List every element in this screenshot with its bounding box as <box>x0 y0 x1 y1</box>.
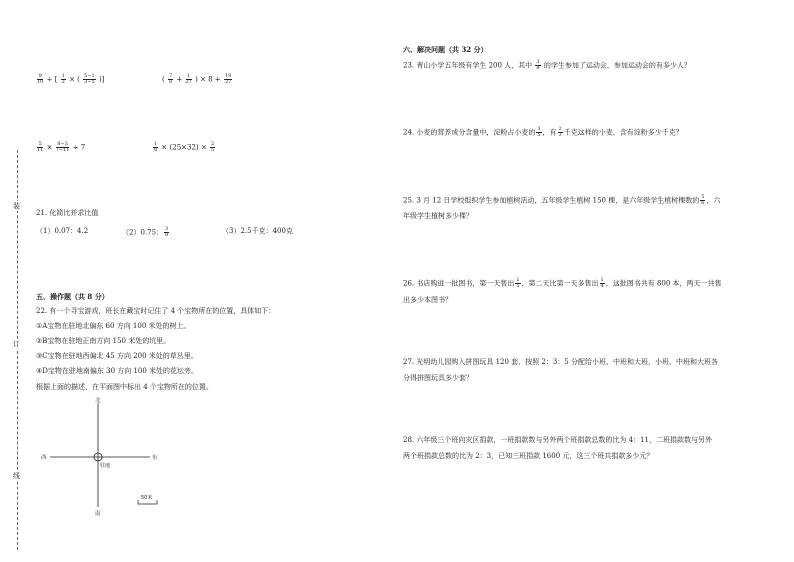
fraction: $\frac{5}{6}$ <box>701 194 705 206</box>
fraction: $\frac{8-3}{7-11}$ <box>55 141 70 153</box>
fraction: $\frac{3}{5}$ <box>537 126 541 138</box>
q22-line-2: ①A宝物在驻地北偏东 60 方向 100 米处的树上。 <box>36 322 191 330</box>
q28-line-2: 两个班捐款总数的比为 2：3，已知三班捐款 1600 元，这三个班共捐款多少元？ <box>403 452 654 460</box>
expr-3: $\frac{5}{11}$ × $\frac{8-3}{7-11}$ ÷ 7 <box>37 141 86 153</box>
q25-line-2: 年级学生植树多少棵？ <box>403 212 473 220</box>
q26-line-1: 26. 书店购进一批图书，第一天售出 $\frac{1}{5}$ ，第二天比第一天多售出 $\frac{1}{4}$ ，这批图书共有 800 本，两天一共售 <box>403 277 722 289</box>
expr-4: $\frac{1}{8}$ × (25×32) × $\frac{2}{5}$ <box>154 141 215 153</box>
fraction: $\frac{1}{5}$ <box>516 277 520 289</box>
fraction: $\frac{1}{2}$ <box>61 73 65 85</box>
q22-line-6: 根据上面的描述，在平面图中标出 4 个宝物所在的位置。 <box>36 383 213 391</box>
q22-line-1: 22. 有一个寻宝游戏，班长在藏宝时记住了 4 个宝物所在的位置，具体如下： <box>36 307 276 315</box>
q22-line-3: ②B宝物在驻地正南方向 150 米处的坑里。 <box>36 337 171 345</box>
fraction: $\frac{3}{8}$ <box>536 59 540 71</box>
binding-char-ding: 订 <box>13 340 20 348</box>
fraction: $\frac{19}{27}$ <box>224 73 232 85</box>
q27-line-1: 27. 光明幼儿园购入拼图玩具 120 套，按照 2：3：5 分配给小班、中班和大班，小班、中班和大班各 <box>403 358 718 366</box>
q22-line-4: ③C宝物在驻地西偏北 45 方向 200 米处的草丛里。 <box>36 352 198 360</box>
section-5-heading: 五、操作题（共 8 分） <box>36 292 109 301</box>
q21-item-3: （3）2.5千克：400克 <box>222 227 293 235</box>
q24: 24. 小麦的营养成分含量中，淀粉占小麦的 $\frac{3}{5}$ ，有 $\frac{2}{3}$ 千克这样的小麦，含有淀粉多少千克？ <box>403 126 683 138</box>
expr-1: $\frac{9}{10}$ ÷ [ $\frac{1}{2}$ × ( $\frac{5-1}{3-5}$ )] <box>37 73 105 85</box>
q21-item-1: （1）0.07：4.2 <box>36 227 89 235</box>
expr-2: ( $\frac{7}{8}$ + $\frac{1}{27}$ ) × 8 + $\frac{19}{27}$ <box>162 73 232 85</box>
q25-line-1: 25. 3 月 12 日学校组织学生参加植树活动，五年级学生植树 150 棵，是六年级学生植树棵数的 $\frac{5}{6}$ ，六 <box>403 194 721 206</box>
label-south: 南 <box>95 511 101 517</box>
q28-line-1: 28. 六年级三个班向灾区捐款，一班捐款数与另外两个班捐款总数的比为 4：11，二班捐款数与另外 <box>403 436 712 444</box>
label-west: 西 <box>41 455 47 461</box>
fraction: $\frac{1}{8}$ <box>154 141 158 153</box>
fraction: $\frac{7}{8}$ <box>168 73 173 85</box>
q22-line-5: ④D宝物在驻地南偏东 30 方向 100 米处的花坛旁。 <box>36 367 199 375</box>
q26-line-2: 出多少本图书？ <box>403 296 452 304</box>
label-north: 北 <box>95 398 101 404</box>
scale-label: 50米 <box>141 495 153 501</box>
section-6-heading: 六、解决问题（共 32 分） <box>403 45 488 54</box>
fraction: $\frac{1}{27}$ <box>185 73 192 85</box>
fraction: $\frac{5-1}{3-5}$ <box>84 73 95 85</box>
fraction: $\frac{2}{3}$ <box>558 126 562 138</box>
q23: 23. 青山小学五年级有学生 200 人，其中 $\frac{3}{8}$ 的学生参加了运动会，参加运动会的有多少人？ <box>403 59 691 71</box>
q21-item-2: （2）0.75： $\frac{3}{8}$ <box>122 226 169 238</box>
label-east: 东 <box>152 455 158 461</box>
binding-char-zhuang: 装 <box>13 202 20 210</box>
fraction: $\frac{5}{11}$ <box>37 141 44 153</box>
q27-line-2: 分得拼图玩具多少套？ <box>403 374 473 382</box>
fraction: $\frac{2}{5}$ <box>210 141 215 153</box>
compass-diagram <box>30 395 180 520</box>
q21-title: 21. 化简比并求比值 <box>36 209 99 217</box>
fraction: $\frac{3}{8}$ <box>165 226 169 238</box>
fraction: $\frac{9}{10}$ <box>37 73 44 85</box>
label-base: 驻地 <box>100 463 111 469</box>
fraction: $\frac{1}{4}$ <box>600 277 604 289</box>
binding-char-xian: 线 <box>13 472 20 480</box>
